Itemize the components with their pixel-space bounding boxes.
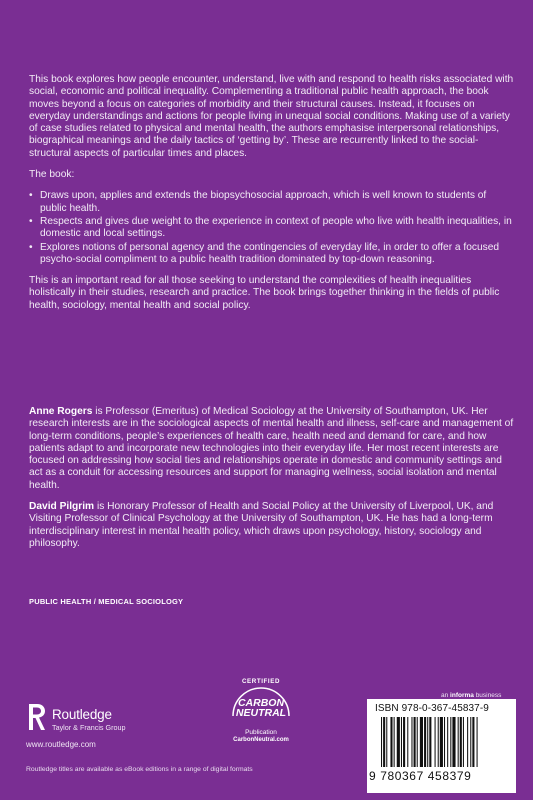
list-item: • Explores notions of personal agency and the contingencies of everyday life, in order to offer a focused psycho-social compliment to a public health tradition dominated by top-down reasoning. [40,242,515,267]
barcode-digits: 9 780367 458379 [369,769,472,783]
publisher-block [26,700,166,750]
author-bio-text: is Honorary Professor of Health and Social Policy at the University of Liverpool, UK, and Visiting Professor of Clinical Psychology at the University of Southampton, UK. He has had a long-term interdisciplinary interest in mental health policy, which draws upon psychology, history, sociology and philosophy. [29,501,494,549]
informa-pre: an [441,692,451,699]
barcode-bar [383,717,385,767]
barcode-bar [444,717,445,767]
book-description [29,74,515,321]
informa-post: business [473,692,502,699]
barcode-bar [427,717,428,767]
barcode-bar [424,717,426,767]
carbon-publication: Publication [245,729,277,736]
barcode-bar [435,717,436,767]
barcode-bar [420,717,423,767]
informa-business [441,692,501,699]
feature-list [29,190,515,266]
isbn-text: ISBN 978-0-367-45837-9 [375,703,489,714]
list-intro: The book: [29,169,75,181]
publisher-url[interactable]: www.routledge.com [26,740,96,749]
barcode-bar [477,717,478,767]
barcode-bar [440,717,443,767]
author-bio [29,501,515,550]
carbon-site: CarbonNeutral.com [233,737,289,743]
barcode-bar [394,717,395,767]
barcode-bar [407,717,408,767]
barcode-icon [381,717,513,775]
barcode-bar [450,717,451,767]
barcode-bar [429,717,431,767]
carbon-word: CARBON [237,697,285,709]
subject-category: PUBLIC HEALTH / MEDICAL SOCIOLOGY [29,597,184,606]
barcode-bar [463,717,464,767]
barcode-bar [452,717,455,767]
carbon-main-text [222,698,300,718]
carbon-neutral-badge [222,678,300,762]
barcode-bar [411,717,412,767]
list-item: • Respects and gives due weight to the experience in context of people who live with health inequalities, in domestic and local settings. [40,216,515,241]
barcode-bar [414,717,416,767]
publisher-group: Taylor & Francis Group [52,723,126,732]
barcode-bar [390,717,392,767]
barcode-bar [401,717,402,767]
barcode-bar [397,717,400,767]
author-bio-text: is Professor (Emeritus) of Medical Sociology at the University of Southampton, UK. Her research interests are in the sociological aspects of mental health and illness, self-care and management of long-term conditions, people’s experiences of health care, health need and demand for care, and how patients adapt to and incorporate new technologies into their everyday life. Her most recent interests are focused on addressing how social ties and relationships operate in domestic and community settings and act as a conduit for accessing resources and support for managing wellness, social isolation and mental health. [29,406,514,491]
ebook-note: Routledge titles are available as eBook editions in a range of digital formats [26,766,253,773]
publisher-name: Routledge [52,707,112,722]
carbon-certified-text: CERTIFIED [241,678,281,685]
barcode-bar [472,717,474,767]
informa-brand: informa [450,692,474,699]
author-bios [29,406,515,559]
barcode-bar [438,717,439,767]
description-paragraph: This book explores how people encounter, understand, live with and respond to health risks associated with social, economic and political inequality. Complementing a traditional public health approach, the book moves beyond a focus on categories of morbidity and their structural causes. Instead, it focuses on everyday understandings and actions for people living in unequal social conditions. Making use of a variety of case studies related to physical and mental health, the authors emphasise interpersonal relationships, biographical meanings and the daily tactics of ‘getting by’. These are recurrently linked to the social-structural aspects of particular times and places. [29,74,514,159]
description-paragraph: This is an important read for all those seeking to understand the complexities of health inequalities holistically in their studies, research and practice. The book brings together thinking in the fields of public health, sociology, mental health and social policy. [29,275,500,311]
barcode-bar [460,717,462,767]
author-name: David Pilgrim [29,501,95,513]
routledge-logo-icon [26,702,48,732]
barcode-bar [470,717,471,767]
barcode-bar [381,717,382,767]
barcode-bar [447,717,448,767]
barcode-bar [386,717,387,767]
barcode-bar [403,717,405,767]
author-name: Anne Rogers [29,406,93,417]
barcode-bar [417,717,418,767]
author-bio [29,406,515,492]
neutral-word: NEUTRAL [235,707,287,719]
list-item: • Draws upon, applies and extends the biopsychosocial approach, which is well known to students of public health. [40,190,515,215]
barcode-bar [467,717,468,767]
barcode-panel [367,699,516,793]
barcode-bar [458,717,459,767]
